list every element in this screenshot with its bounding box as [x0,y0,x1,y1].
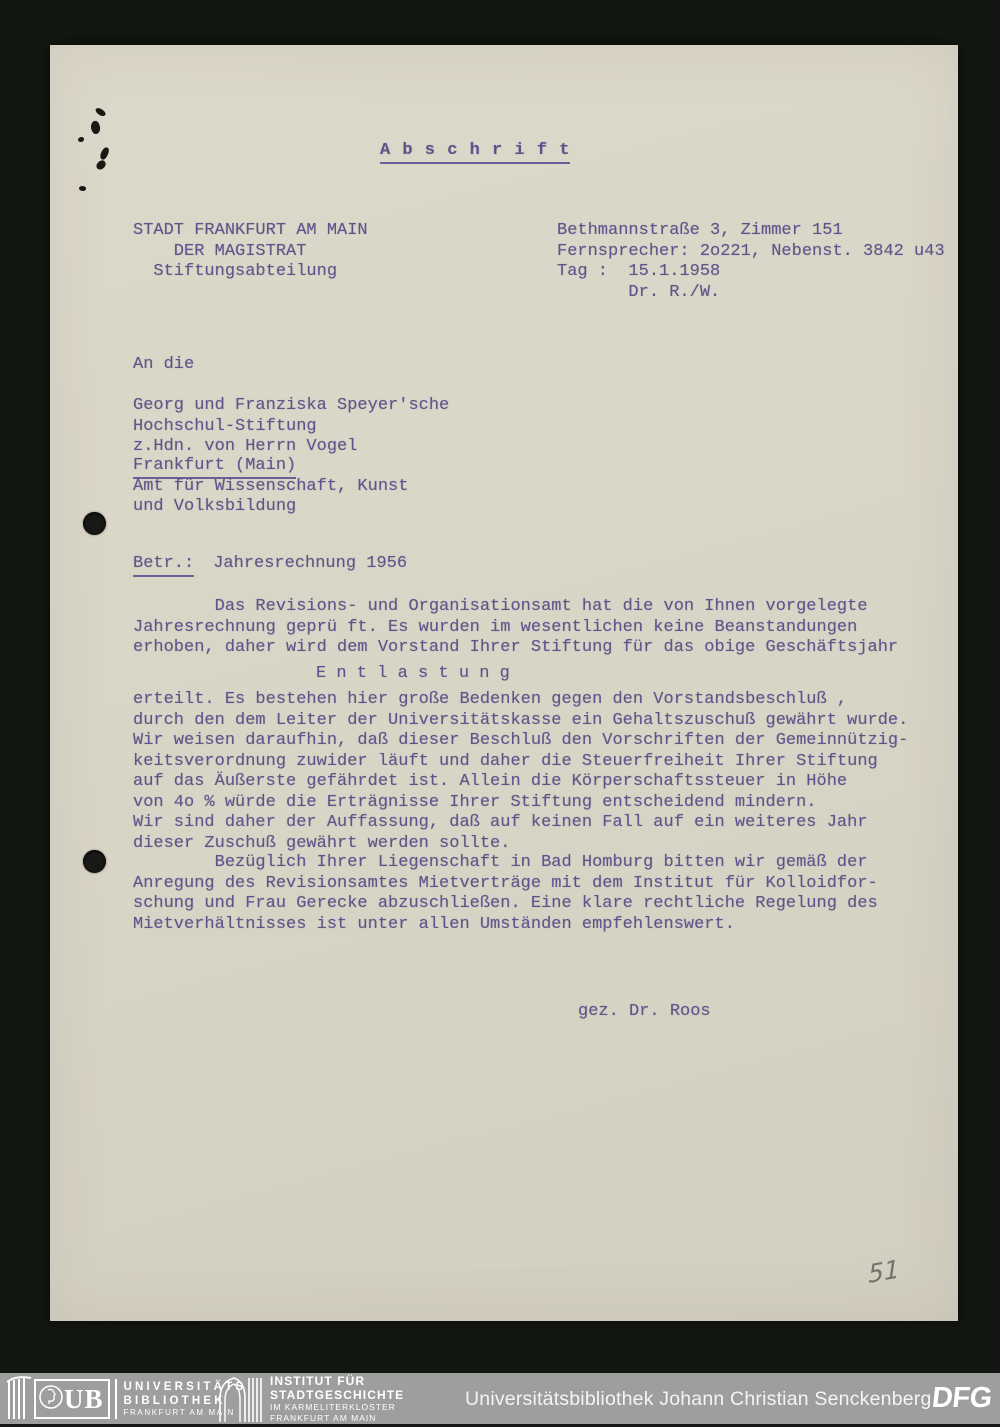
divider [115,1379,117,1419]
punch-hole [83,512,106,535]
ink-blot [89,120,101,135]
ub-line-2: BIBLIOTHEK [123,1395,226,1407]
ub-abbr: UB [64,1383,104,1414]
document-heading: A b s c h r i f t [380,141,570,162]
ifs-line-1: INSTITUT FÜR [270,1374,366,1388]
subject-text: Jahresrechnung 1956 [213,554,408,573]
ink-blot [78,185,86,192]
recipient-city-block [133,456,408,518]
recipient-office: Amt für Wissenschaft, Kunst und Volksbildung [133,476,409,516]
recipient-city: Frankfurt (Main) [133,456,296,479]
ifs-line-2: STADTGESCHICHTE [270,1387,405,1402]
ink-blot [95,159,108,171]
ub-frankfurt-logo [6,1377,246,1421]
ink-blot [78,137,84,142]
punch-hole [83,850,106,873]
signature-line: gez. Dr. Roos [578,1002,711,1021]
scanned-letter-page [50,45,958,1321]
ink-blot [94,106,106,118]
body-paragraph-3: Bezüglich Ihrer Liegenschaft in Bad Homburg bitten wir gemäß der Anregung des Revisionsamtes Mietverträge mit dem Institut für Kolloidfor- schung und Frau Gerecke abzuschließen. Eine klare rechtliche Regelung des Mietverhältnisses ist unter allen Umständen empfehlenswert. [133,853,878,934]
ifs-line-4: FRANKFURT AM MAIN [270,1412,377,1423]
entlastung-line: E n t l a s t u n g [316,664,510,683]
institut-stadtgeschichte-logo [218,1376,404,1422]
dfg-logo: DFG [930,1382,994,1414]
body-paragraph-2: erteilt. Es bestehen hier große Bedenken gegen den Vorstandsbeschluß , durch den dem Leiter der Universitätskasse ein Gehaltszuschuß gewährt wurde. Wir weisen daraufhin, daß dieser Beschluß den Vorschriften der Gemeinnützig- keitsverordnung zuwider läuft und daher die Steuerfreiheit Ihrer Stiftung auf das Äußerste gefährdet ist. Allein die Körperschaftssteuer in Höhe von 4o % würde die Erträgnisse Ihrer Stiftung entscheidend mindern. Wir sind daher der Auffassung, daß auf keinen Fall auf ein weiteres Jahr dieser Zuschuß gewährt werden sollte. [133,690,909,853]
karmeliterkloster-arch-icon [218,1376,262,1422]
recipient-block: An die Georg und Franziska Speyer'sche Hochschul-Stiftung z.Hdn. von Herrn Vogel [133,355,450,456]
handwritten-page-number: 51 [867,1254,901,1289]
subject-line [133,554,407,575]
goethe-head-icon [38,1382,64,1417]
book-spine-icon [6,1375,32,1424]
letterhead-meta-block: Bethmannstraße 3, Zimmer 151 Fernsprecher: 2o221, Nebenst. 3842 u43 Tag : 15.1.1958 Dr. R./W. [557,221,945,302]
ink-blot [99,146,110,161]
ub-line-3: FRANKFURT AM MAIN [123,1408,235,1417]
ifs-line-3: IM KARMELITERKLOSTER [270,1402,396,1412]
ub-box [34,1379,110,1419]
subject-label: Betr.: [133,554,194,577]
ifs-wordmark [270,1376,404,1422]
sender-block: STADT FRANKFURT AM MAIN DER MAGISTRAT Stiftungsabteilung [133,221,368,281]
ub-line-1: UNIVERSITÄTS [123,1381,247,1393]
library-name: Universitätsbibliothek Johann Christian Senckenberg [465,1388,932,1410]
body-paragraph-1: Das Revisions- und Organisationsamt hat die von Ihnen vorgelegte Jahresrechnung geprü ft. Es wurden im wesentlichen keine Beanstandungen erhoben, daher wird dem Vorstand Ihrer Stiftung für das obige Geschäftsjahr [133,597,899,657]
viewer-footer-bar [0,1373,1000,1424]
